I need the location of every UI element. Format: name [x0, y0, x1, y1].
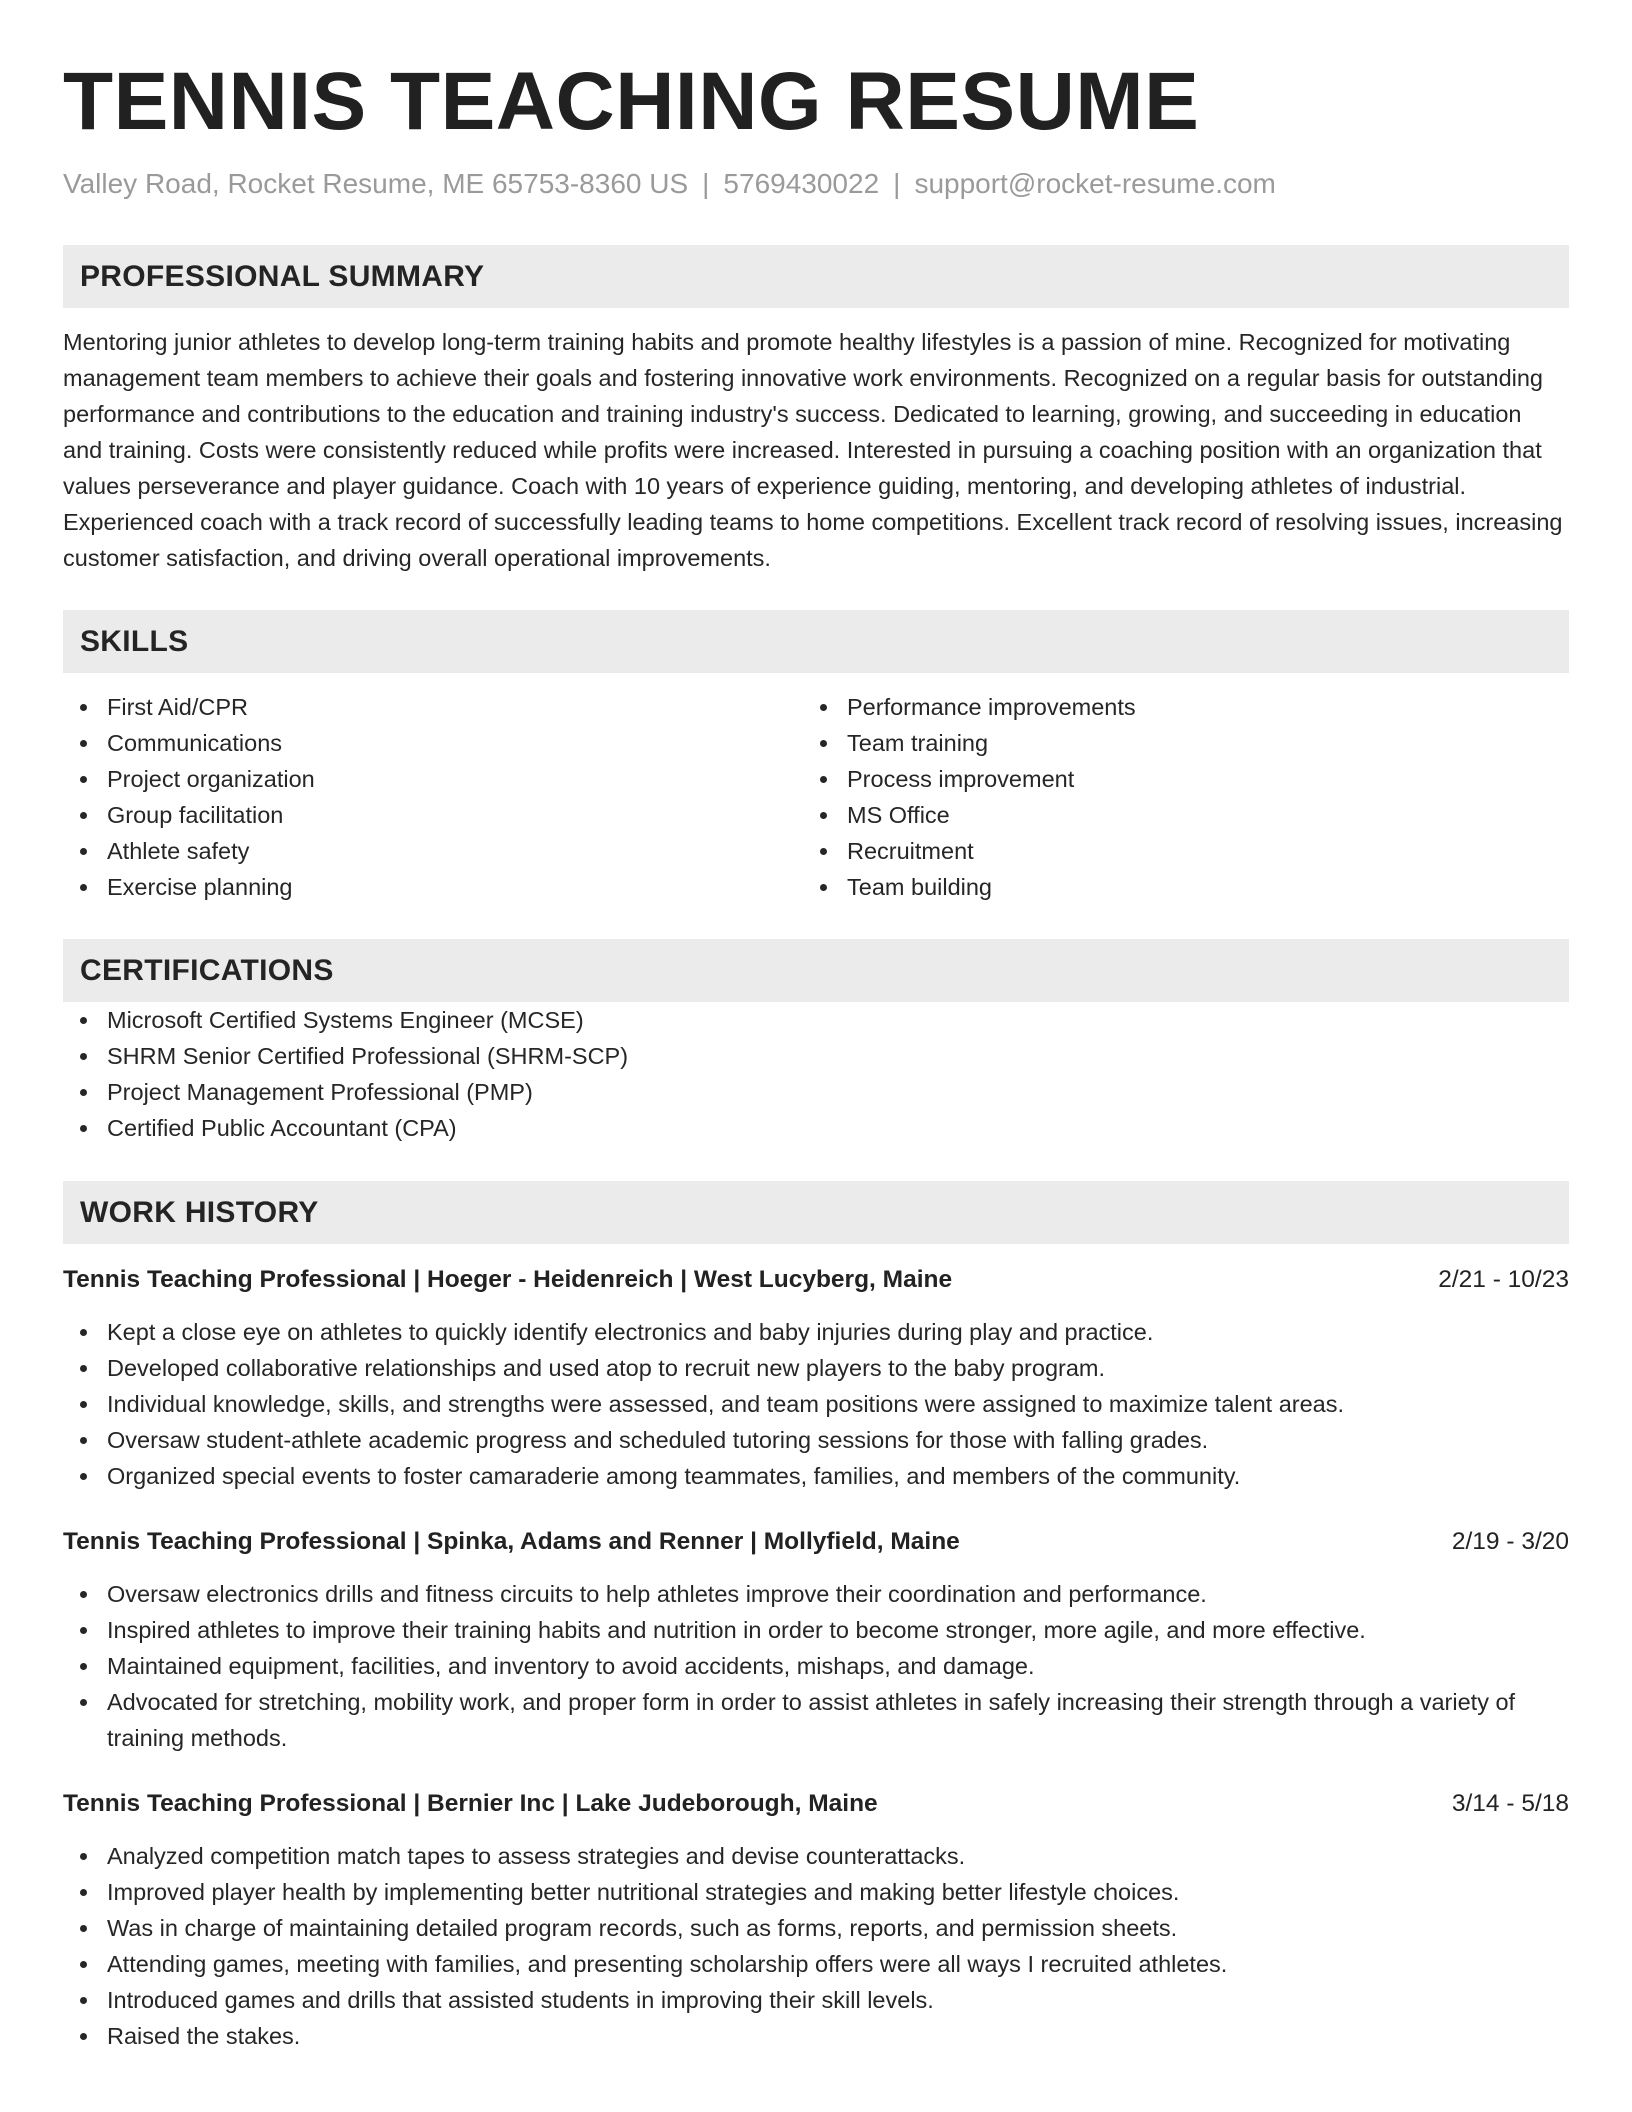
job-entry [63, 1262, 1569, 1494]
job-dates: 2/19 - 3/20 [1451, 1528, 1569, 1555]
contact-email: support@rocket-resume.com [914, 168, 1276, 199]
section-heading-certifications: CERTIFICATIONS [63, 939, 1569, 1002]
skill-item: Exercise planning [63, 869, 803, 905]
job-entry [63, 1786, 1569, 2054]
job-title: Tennis Teaching Professional | Spinka, Adams and Renner | Mollyfield, Maine [63, 1528, 960, 1555]
job-bullet: Individual knowledge, skills, and strengths were assessed, and team positions were assigned to maximize talent areas. [63, 1386, 1569, 1422]
job-bullet: Analyzed competition match tapes to assess strategies and devise counterattacks. [63, 1838, 1569, 1874]
skill-item: Communications [63, 725, 803, 761]
skill-item: Recruitment [803, 833, 1543, 869]
job-dates: 2/21 - 10/23 [1438, 1266, 1569, 1293]
certification-item: Project Management Professional (PMP) [63, 1074, 1569, 1110]
skill-item: Process improvement [803, 761, 1543, 797]
skill-item: Group facilitation [63, 797, 803, 833]
skill-item: Project organization [63, 761, 803, 797]
job-bullet: Kept a close eye on athletes to quickly identify electronics and baby injuries during play and practice. [63, 1314, 1569, 1350]
certification-item: SHRM Senior Certified Professional (SHRM-SCP) [63, 1038, 1569, 1074]
job-bullet: Organized special events to foster camaraderie among teammates, families, and members of the community. [63, 1458, 1569, 1494]
summary-paragraph: Mentoring junior athletes to develop long-term training habits and promote healthy lifestyles is a passion of mine. Recognized for motivating management team members to achieve their goals and fostering innovative work environments. Recognized on a regular basis for outstanding performance and contributions to the education and training industry's success. Dedicated to learning, growing, and succeeding in education and training. Costs were consistently reduced while profits were increased. Interested in pursuing a coaching position with an organization that values perseverance and player guidance. Coach with 10 years of experience guiding, mentoring, and developing athletes of industrial. Experienced coach with a track record of successfully leading teams to home competitions. Excellent track record of resolving issues, increasing customer satisfaction, and driving overall operational improvements. [63, 329, 1563, 571]
contact-address: Valley Road, Rocket Resume, ME 65753-8360 US [63, 168, 689, 199]
job-dates: 3/14 - 5/18 [1451, 1790, 1569, 1817]
job-bullet: Advocated for stretching, mobility work, and proper form in order to assist athletes in safely increasing their strength through a variety of training methods. [63, 1684, 1569, 1756]
job-bullet: Improved player health by implementing better nutritional strategies and making better lifestyle choices. [63, 1874, 1569, 1910]
section-heading-summary: PROFESSIONAL SUMMARY [63, 245, 1569, 308]
skill-item: Performance improvements [803, 689, 1543, 725]
job-header [63, 1262, 1569, 1298]
job-title: Tennis Teaching Professional | Bernier Inc | Lake Judeborough, Maine [63, 1790, 878, 1817]
section-heading-skills: SKILLS [63, 610, 1569, 673]
job-header [63, 1524, 1569, 1560]
contact-phone: 5769430022 [723, 168, 880, 199]
skill-item: MS Office [803, 797, 1543, 833]
contact-separator: | [893, 168, 901, 199]
job-bullet: Attending games, meeting with families, and presenting scholarship offers were all ways I recruited athletes. [63, 1946, 1569, 1982]
job-bullet: Introduced games and drills that assisted students in improving their skill levels. [63, 1982, 1569, 2018]
skill-item: Athlete safety [63, 833, 803, 869]
certification-item: Microsoft Certified Systems Engineer (MCSE) [63, 1002, 1569, 1038]
job-bullet: Oversaw student-athlete academic progress and scheduled tutoring sessions for those with falling grades. [63, 1422, 1569, 1458]
skills-column-right [803, 689, 1543, 905]
job-bullet: Maintained equipment, facilities, and inventory to avoid accidents, mishaps, and damage. [63, 1648, 1569, 1684]
job-bullet-list [63, 1576, 1569, 1756]
job-bullet: Developed collaborative relationships and used atop to recruit new players to the baby program. [63, 1350, 1569, 1386]
job-bullet-list [63, 1314, 1569, 1494]
job-bullet: Oversaw electronics drills and fitness circuits to help athletes improve their coordination and performance. [63, 1576, 1569, 1612]
skill-item: Team building [803, 869, 1543, 905]
contact-separator: | [702, 168, 710, 199]
job-entry [63, 1524, 1569, 1756]
job-header [63, 1786, 1569, 1822]
certification-list [63, 1002, 1569, 1146]
certification-item: Certified Public Accountant (CPA) [63, 1110, 1569, 1146]
job-bullet-list [63, 1838, 1569, 2054]
section-heading-work-history: WORK HISTORY [63, 1181, 1569, 1244]
skill-item: Team training [803, 725, 1543, 761]
job-bullet: Was in charge of maintaining detailed program records, such as forms, reports, and permission sheets. [63, 1910, 1569, 1946]
job-title: Tennis Teaching Professional | Hoeger - Heidenreich | West Lucyberg, Maine [63, 1266, 953, 1293]
contact-line [63, 166, 1569, 202]
job-bullet: Raised the stakes. [63, 2018, 1569, 2054]
resume-title: TENNIS TEACHING RESUME [63, 56, 1200, 147]
skills-column-left [63, 689, 803, 905]
skills-grid [63, 689, 1569, 905]
job-bullet: Inspired athletes to improve their training habits and nutrition in order to become stronger, more agile, and more effective. [63, 1612, 1569, 1648]
skill-item: First Aid/CPR [63, 689, 803, 725]
